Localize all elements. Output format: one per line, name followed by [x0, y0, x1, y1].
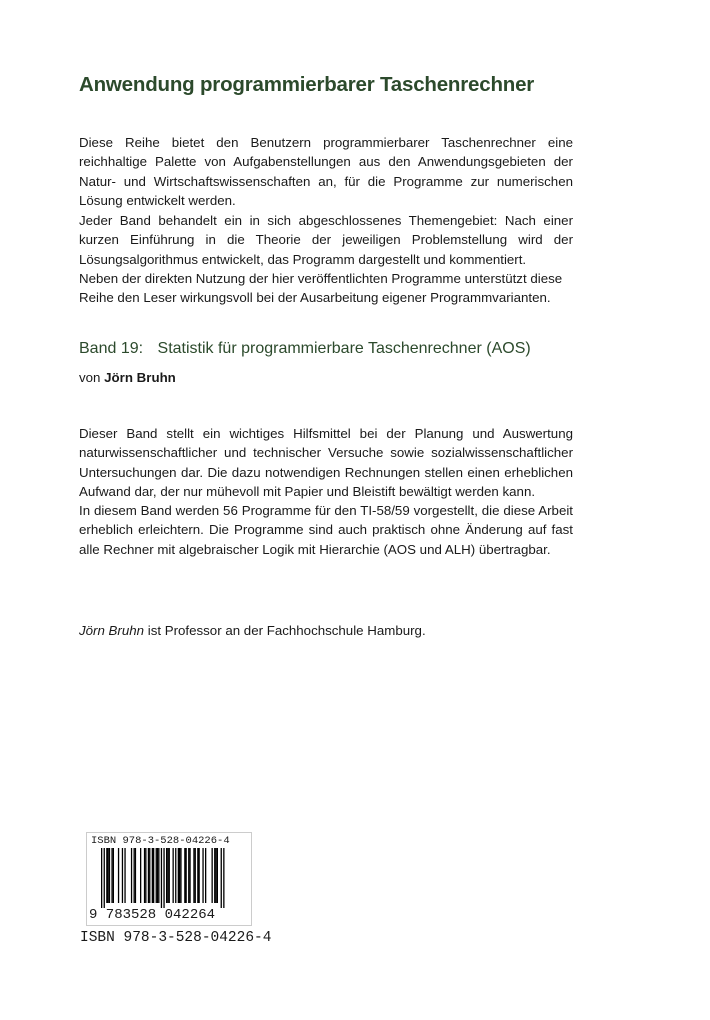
barcode-bar: [173, 848, 174, 903]
barcode-bar: [214, 848, 215, 903]
barcode-bar: [221, 848, 222, 908]
barcode-bar: [175, 848, 176, 903]
barcode-bar: [195, 848, 196, 903]
barcode-bar: [118, 848, 119, 903]
intro-paragraph-1: Diese Reihe bietet den Benutzern programmierbarer Taschenrechner eine reichhaltige Palette von Aufgabenstellungen aus den Anwendungsgebieten der Natur- und Wirtschaftswissenschaften an, für die Programme zur numerischen Lösung entwickelt werden.: [79, 135, 573, 209]
barcode-bar: [189, 848, 190, 903]
barcode-bar: [179, 848, 180, 903]
barcode-digits: 9 783528 042264: [89, 907, 216, 923]
author-note-text: ist Professor an der Fachhochschule Hamburg.: [144, 623, 426, 638]
barcode-bar: [166, 848, 167, 903]
description-paragraph-1: Dieser Band stellt ein wichtiges Hilfsmittel bei der Planung und Auswertung naturwissenschaftlicher und technischer Versuche sowie sozialwissenschaftlicher Untersuchungen dar. Die dazu notwendigen Rechnungen stellen einen erheblichen Aufwand dar, der nur mühevoll mit Papier und Bleistift bewältigt werden kann.: [79, 426, 573, 500]
band-heading: [79, 340, 531, 358]
author-note: [79, 623, 426, 638]
barcode-bar: [158, 848, 159, 903]
barcode-bar: [217, 848, 218, 903]
barcode-bar: [124, 848, 125, 903]
byline-author: Jörn Bruhn: [104, 370, 176, 385]
barcode-bar: [163, 848, 164, 908]
barcode-bar: [153, 848, 154, 903]
barcode-bar: [152, 848, 153, 903]
barcode-bar: [186, 848, 187, 903]
barcode-bar: [167, 848, 168, 903]
barcode-bar: [188, 848, 189, 903]
barcode-bar: [169, 848, 170, 903]
byline-prefix: von: [79, 370, 101, 385]
band-title: Statistik für programmierbare Taschenrechner (AOS): [157, 340, 531, 357]
barcode-bar: [148, 848, 149, 903]
barcode-isbn-label: ISBN 978-3-528-04226-4: [91, 835, 230, 847]
series-title: Anwendung programmierbarer Taschenrechner: [79, 73, 535, 96]
barcode-bar: [109, 848, 110, 903]
barcode-bar: [215, 848, 216, 903]
byline: [79, 370, 176, 385]
barcode-bar: [205, 848, 206, 903]
barcode-bar: [101, 848, 102, 908]
barcode-bar: [145, 848, 146, 903]
barcode: [86, 832, 252, 926]
barcode-bar: [122, 848, 123, 903]
intro-paragraph-2: Jeder Band behandelt ein in sich abgeschlossenes Themengebiet: Nach einer kurzen Einführung in die Theorie der jeweiligen Problemstellung wird der Lösungsalgorithmus entwickelt, das Programm dargestellt und kommentiert.: [79, 213, 573, 267]
barcode-bar: [131, 848, 132, 903]
barcode-bar: [184, 848, 185, 903]
barcode-bar: [157, 848, 158, 903]
barcode-bar: [134, 848, 135, 903]
barcode-bar: [180, 848, 181, 903]
barcode-bar: [140, 848, 141, 903]
barcode-bar: [113, 848, 114, 903]
barcode-bar: [202, 848, 203, 903]
barcode-bar: [212, 848, 213, 903]
barcode-bar: [197, 848, 198, 903]
barcode-bar: [156, 848, 157, 903]
barcode-bar: [149, 848, 150, 903]
barcode-bar: [135, 848, 136, 903]
barcode-bar: [106, 848, 107, 903]
barcode-bar: [161, 848, 162, 908]
barcode-bar: [104, 848, 105, 908]
barcode-bar: [144, 848, 145, 903]
barcode-bar: [111, 848, 112, 903]
barcode-bar: [199, 848, 200, 903]
band-number: Band 19:: [79, 340, 144, 357]
barcode-bar: [178, 848, 179, 903]
intro-paragraph-3: Neben der direkten Nutzung der hier veröffentlichten Programme unterstützt diese Reihe den Leser wirkungsvoll bei der Ausarbeitung eigener Programmvarianten.: [79, 271, 563, 306]
description-paragraph-2: In diesem Band werden 56 Programme für den TI-58/59 vorgestellt, die diese Arbeit erheblich erleichtern. Die Programme sind auch praktisch ohne Änderung auf fast alle Rechner mit algebraischer Logik mit Hierarchie (AOS und ALH) übertragbar.: [79, 503, 573, 557]
barcode-bar: [223, 848, 224, 908]
author-note-name: Jörn Bruhn: [79, 623, 145, 638]
isbn-bottom: ISBN 978-3-528-04226-4: [80, 930, 272, 946]
barcode-bar: [108, 848, 109, 903]
barcode-bar: [193, 848, 194, 903]
barcode-bars: [101, 848, 239, 908]
